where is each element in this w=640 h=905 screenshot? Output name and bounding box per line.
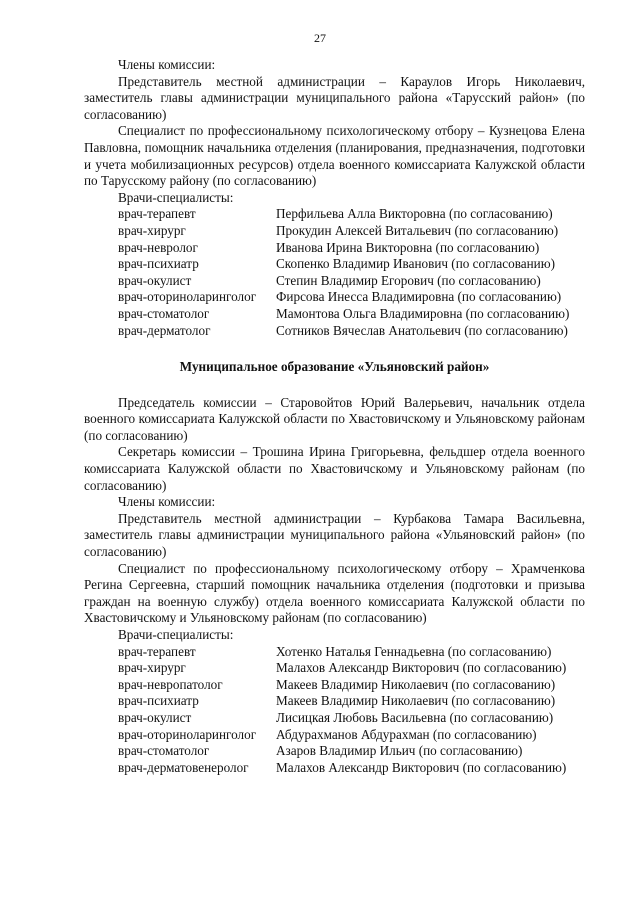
doctor-role: врач-невролог <box>118 239 198 255</box>
doctor-name: Лисицкая Любовь Васильевна (по согласованию) <box>276 709 554 725</box>
doctor-role: врач-психиатр <box>118 693 199 709</box>
doctor-row <box>118 323 585 340</box>
doctor-role: врач-стоматолог <box>118 743 210 759</box>
doctor-name: Перфильева Алла Викторовна (по согласованию) <box>276 206 553 222</box>
doctors-list <box>84 206 585 339</box>
doctor-name: Скопенко Владимир Иванович (по согласованию) <box>276 256 555 272</box>
doctor-name: Макеев Владимир Николаевич (по согласованию) <box>276 676 556 692</box>
members-label: Члены комиссии: <box>118 57 216 72</box>
doctor-role: врач-стоматолог <box>118 305 210 321</box>
doctor-row <box>118 240 585 257</box>
doctor-role: врач-окулист <box>118 709 192 725</box>
doctor-name: Абдурахманов Абдурахман (по согласованию) <box>276 726 537 742</box>
doctor-name: Прокудин Алексей Витальевич (по согласованию) <box>276 222 559 238</box>
psych-specialist: Специалист по профессиональному психологическому отбору – Храмченкова Регина Сергеевна, старший помощник начальника отделения (подготовки и призыва граждан на военную службу) отдела военного комиссариата Калужской области по Хвастовичскому и Ульяновскому районам (по согласованию) <box>84 560 585 626</box>
doctor-role: врач-терапевт <box>118 206 196 222</box>
doctor-role: врач-хирург <box>118 660 186 676</box>
doctors-label: Врачи-специалисты: <box>118 189 234 205</box>
doctor-row <box>118 743 585 760</box>
commission-secretary: Секретарь комиссии – Трошина Ирина Григорьевна, фельдшер отдела военного комиссариата Калужской области по Хвастовичскому и Ульяновскому районам (по согласованию) <box>84 444 585 493</box>
doctor-row <box>118 306 585 323</box>
doctor-name: Хотенко Наталья Геннадьевна (по согласованию) <box>276 643 552 659</box>
doctor-row <box>118 223 585 240</box>
doctor-role: врач-оториноларинголог <box>118 726 257 742</box>
admin-representative: Представитель местной администрации – Караулов Игорь Николаевич, заместитель главы администрации муниципального района «Тарусский район» (по согласованию) <box>84 73 585 122</box>
doctor-name: Малахов Александр Викторович (по согласованию) <box>276 660 567 676</box>
doctors-label: Врачи-специалисты: <box>118 627 234 642</box>
doctor-row <box>118 677 585 694</box>
doctor-row <box>118 727 585 744</box>
doctor-name: Иванова Ирина Викторовна (по согласованию) <box>276 239 540 255</box>
doctor-name: Макеев Владимир Николаевич (по согласованию) <box>276 693 556 709</box>
doctor-row <box>118 273 585 290</box>
doctor-role: врач-дерматовенеролог <box>118 759 249 775</box>
doctor-name: Фирсова Инесса Владимировна (по согласованию) <box>276 289 562 305</box>
doctor-row <box>118 693 585 710</box>
doctor-name: Мамонтова Ольга Владимировна (по согласованию) <box>276 305 570 321</box>
doctor-name: Азаров Владимир Ильич (по согласованию) <box>276 743 523 759</box>
tarusa-section <box>84 57 585 339</box>
doctor-row <box>118 289 585 306</box>
doctor-role: врач-оториноларинголог <box>118 289 257 305</box>
admin-representative: Представитель местной администрации – Курбакова Тамара Васильевна, заместитель главы администрации муниципального района «Ульяновский район» (по согласованию) <box>84 510 585 560</box>
doctor-role: врач-психиатр <box>118 256 199 272</box>
section-title: Муниципальное образование «Ульяновский район» <box>179 359 490 375</box>
doctor-row <box>118 256 585 273</box>
commission-chairman: Председатель комиссии – Старовойтов Юрий Валерьевич, начальник отдела военного комиссариата Калужской области по Хвастовичскому и Ульяновскому районам (по согласованию) <box>84 394 585 443</box>
doctor-row <box>118 644 585 661</box>
psych-specialist: Специалист по профессиональному психологическому отбору – Кузнецова Елена Павловна, помощник начальника отделения (планирования, предназначения, подготовки и учета мобилизационных ресурсов) отдела военного комиссариата Калужской области по Тарусскому району (по согласованию) <box>84 123 585 189</box>
doctor-role: врач-невропатолог <box>118 676 223 692</box>
doctor-name: Сотников Вячеслав Анатольевич (по согласованию) <box>276 322 568 338</box>
doctor-row <box>118 760 585 777</box>
page-number: 27 <box>314 31 326 45</box>
doctor-row <box>118 660 585 677</box>
document-body <box>84 57 585 776</box>
doctor-name: Малахов Александр Викторович (по согласованию) <box>276 759 567 775</box>
doctor-row <box>118 206 585 223</box>
doctor-role: врач-хирург <box>118 222 186 238</box>
members-label: Члены комиссии: <box>118 494 216 510</box>
doctor-role: врач-окулист <box>118 272 192 288</box>
ulyanovsk-section <box>84 359 585 776</box>
doctor-name: Степин Владимир Егорович (по согласованию) <box>276 272 541 288</box>
doctor-role: врач-дерматолог <box>118 322 211 338</box>
doctor-role: врач-терапевт <box>118 643 196 659</box>
doctor-row <box>118 710 585 727</box>
doctors-list <box>84 644 585 777</box>
